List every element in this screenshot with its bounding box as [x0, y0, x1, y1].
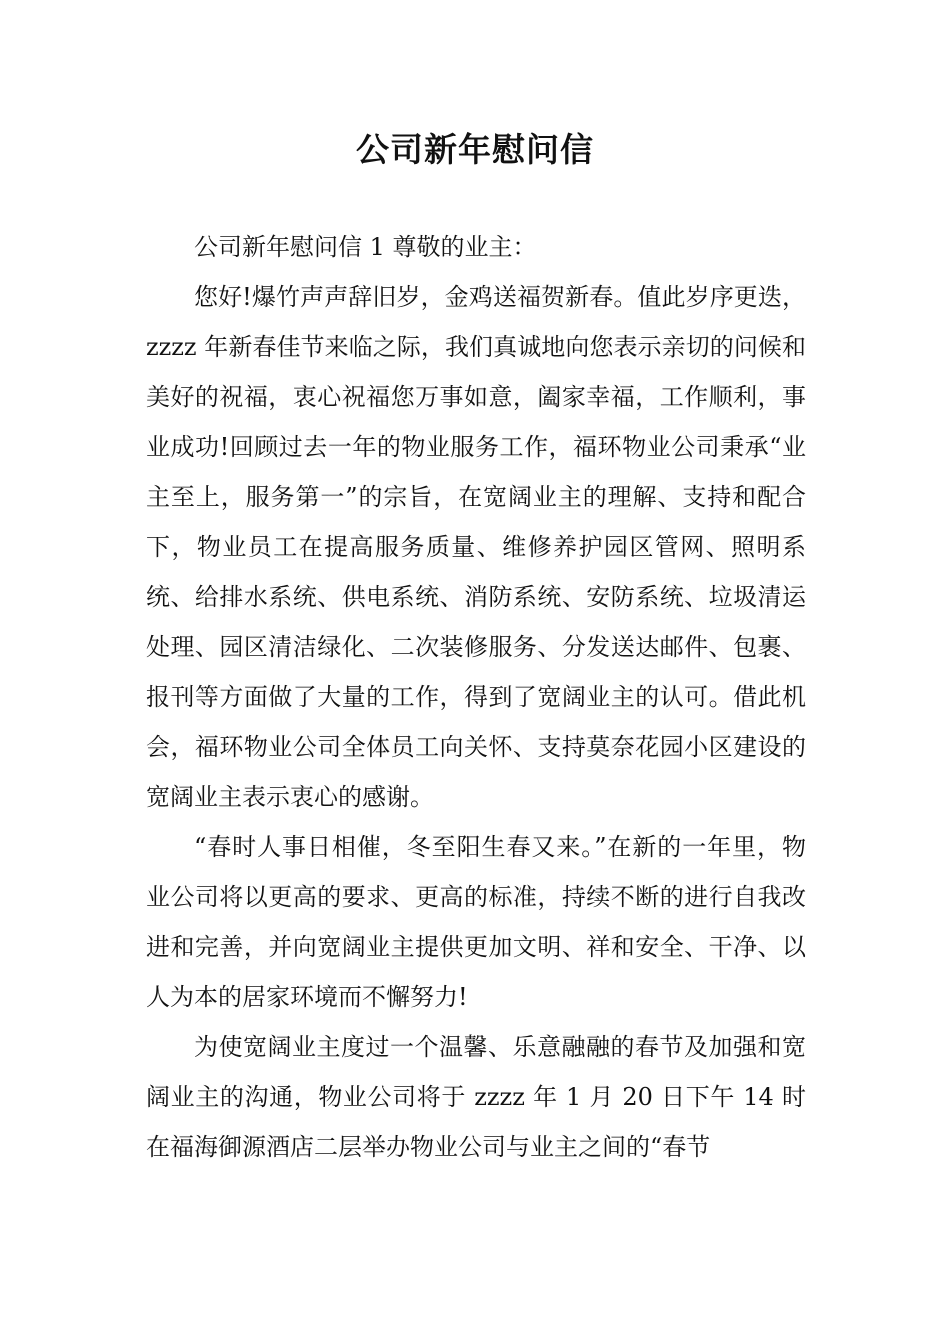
paragraph-new-year-wishes: 您好!爆竹声声辞旧岁，金鸡送福贺新春。值此岁序更迭，zzzz 年新春佳节来临之际，我们真诚地向您表示亲切的问候和美好的祝福，衷心祝福您万事如意，阖家幸福，工作顺利，事业成功!回顾过去一年的物业服务工作，福环物业公司秉承“业主至上，服务第一”的宗旨，在宽阔业主的理解、支持和配合下，物业员工在提高服务质量、维修养护园区管网、照明系统、给排水系统、供电系统、消防系统、安防系统、垃圾清运处理、园区清洁绿化、二次装修服务、分发送达邮件、包裹、报刊等方面做了大量的工作，得到了宽阔业主的认可。借此机会，福环物业公司全体员工向关怀、支持莫奈花园小区建设的宽阔业主表示衷心的感谢。 [146, 283, 806, 811]
letter-body [146, 222, 806, 1172]
paragraph-spring-quote: “春时人事日相催，冬至阳生春又来。”在新的一年里，物业公司将以更高的要求、更高的标准，持续不断的进行自我改进和完善，并向宽阔业主提供更加文明、祥和安全、干净、以人为本的居家环境而不懈努力! [146, 833, 806, 1011]
paragraph-event-notice: 为使宽阔业主度过一个温馨、乐意融融的春节及加强和宽阔业主的沟通，物业公司将于 zzzz 年 1 月 20 日下午 14 时在福海御源酒店二层举办物业公司与业主之间的“春节 [146, 1033, 806, 1161]
paragraph-greeting: 公司新年慰问信 1 尊敬的业主： [194, 233, 537, 261]
document-title: 公司新年慰问信 [356, 130, 594, 169]
